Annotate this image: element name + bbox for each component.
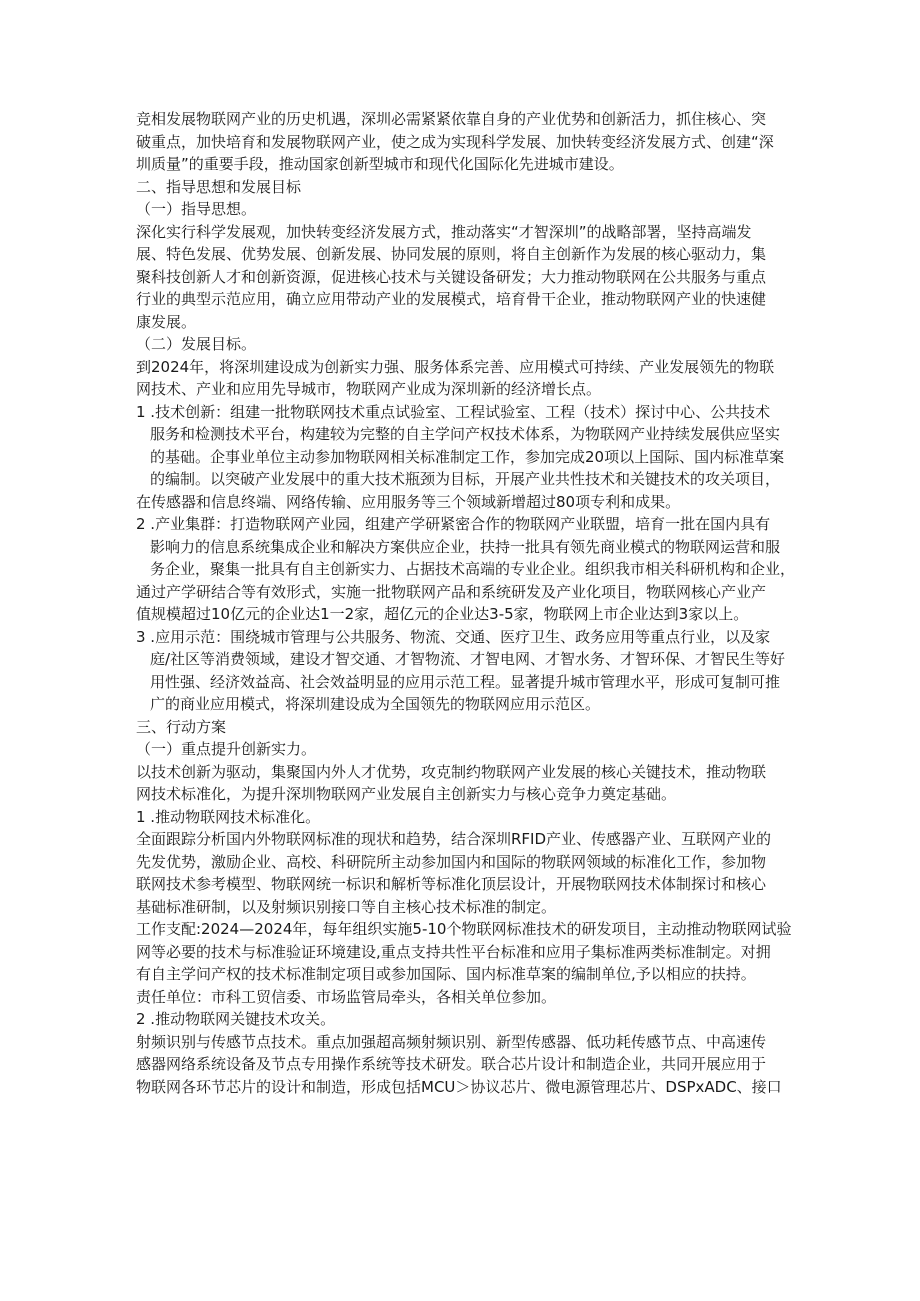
text-line: 物联网各环节芯片的设计和制造，形成包括MCU＞协议芯片、微电源管理芯片、DSPxADC、接口 xyxy=(136,1077,782,1096)
text-line: 以技术创新为驱动，集聚国内外人才优势，攻克制约物联网产业发展的核心关键技术，推动物联 xyxy=(136,762,767,781)
subsection-heading: （一）重点提升创新实力。 xyxy=(136,740,317,758)
text-line: 圳质量”的重要手段，推动国家创新型城市和现代化国际化先进城市建设。 xyxy=(136,155,624,173)
text-line: 展、特色发展、优势发展、创新发展、协同发展的原则，将自主创新作为发展的核心驱动力，集 xyxy=(136,245,767,263)
text-line: 网技术、产业和应用先导城市，物联网产业成为深圳新的经济增长点。 xyxy=(136,380,602,398)
item-heading: 1 .推动物联网技术标准化。 xyxy=(136,807,321,826)
text-line: 康发展。 xyxy=(136,312,197,331)
list-item-line: 的编制。以突破产业发展中的重大技术瓶颈为目标，开展产业共性技术和关键技术的攻关项目， xyxy=(150,470,781,488)
list-item-line: 在传感器和信息终端、网络传输、应用服务等三个领域新增超过80项专利和成果。 xyxy=(136,492,681,511)
text-line: 感器网络系统设备及节点专用操作系统等技术研发。联合芯片设计和制造企业，共同开展应用于 xyxy=(136,1055,767,1073)
list-item-line: 2 .产业集群：打造物联网产业园，组建产学研紧密合作的物联网产业联盟，培育一批在国内具有 xyxy=(136,515,771,533)
list-item-line: 庭/社区等消费领域，建设才智交通、才智物流、才智电网、才智水务、才智环保、才智民生等好 xyxy=(150,650,786,668)
text-line: 工作支配:2024—2024年，每年组织实施5-10个物联网标准技术的研发项目，主动推动物联网试验 xyxy=(136,920,792,938)
text-line: 聚科技创新人才和创新资源，促进核心技术与关键设备研发；大力推动物联网在公共服务与重点 xyxy=(136,267,767,286)
text-line: 行业的典型示范应用，确立应用带动产业的发展模式，培育骨干企业，推动物联网产业的快速健 xyxy=(136,290,767,308)
list-item-line: 务企业，聚集一批具有自主创新实力、占据技术高端的专业企业。组织我市相关科研机构和企业， xyxy=(150,560,796,578)
text-line: 全面跟踪分析国内外物联网标准的现状和趋势，结合深圳RFID产业、传感器产业、互联网产业的 xyxy=(136,830,772,848)
text-line: 射频识别与传感节点技术。重点加强超高频射频识别、新型传感器、低功耗传感节点、中高速传 xyxy=(136,1032,767,1051)
list-item-line: 服务和检测技术平台，构建较为完整的自主学问产权技术体系，为物联网产业持续发展供应坚实 xyxy=(150,425,781,443)
text-line: 竞相发展物联网产业的历史机遇，深圳必需紧紧依靠自身的产业优势和创新活力，抓住核心、突 xyxy=(136,110,767,128)
text-line: 到2024年，将深圳建设成为创新实力强、服务体系完善、应用模式可持续、产业发展领先的物联 xyxy=(136,357,775,376)
list-item-line: 用性强、经济效益高、社会效益明显的应用示范工程。显著提升城市管理水平，形成可复制可推 xyxy=(150,672,781,691)
text-line: 联网技术参考模型、物联网统一标识和解析等标准化顶层设计，开展物联网技术体制探讨和核心 xyxy=(136,875,767,893)
list-item-line: 1 .技术创新：组建一批物联网技术重点试验室、工程试验室、工程（技术）探讨中心、公共技术 xyxy=(136,402,771,421)
list-item-line: 值规模超过10亿元的企业达1一2家，超亿元的企业达3-5家，物联网上市企业达到3家以上。 xyxy=(136,605,749,623)
list-item-line: 影响力的信息系统集成企业和解决方案供应企业，扶持一批具有领先商业模式的物联网运营和服 xyxy=(150,537,781,556)
list-item-line: 广的商业应用模式，将深圳建设成为全国领先的物联网应用示范区。 xyxy=(150,695,601,713)
item-heading: 2 .推动物联网关键技术攻关。 xyxy=(136,1010,336,1028)
text-line: 责任单位：市科工贸信委、市场监管局牵头，各相关单位参加。 xyxy=(136,987,557,1006)
subsection-heading: （二）发展目标。 xyxy=(136,335,257,353)
text-line: 有自主学问产权的技术标准制定项目或参加国际、国内标准草案的编制单位,予以相应的扶持。 xyxy=(136,965,756,983)
list-item-line: 3 .应用示范：围绕城市管理与公共服务、物流、交通、医疗卫生、政务应用等重点行业，以及家 xyxy=(136,627,771,646)
text-line: 深化实行科学发展观，加快转变经济发展方式，推动落实“才智深圳”的战略部署，坚持高端发 xyxy=(136,222,752,241)
text-line: 网技术标准化，为提升深圳物联网产业发展自主创新实力与核心竞争力奠定基础。 xyxy=(136,785,677,803)
text-line: 基础标准研制，以及射频识别接口等自主核心技术标准的制定。 xyxy=(136,897,557,916)
text-line: 网等必要的技术与标准验证环境建设,重点支持共性平台标准和应用子集标准两类标准制定。对拥 xyxy=(136,942,771,961)
section-heading: 二、指导思想和发展目标 xyxy=(136,177,302,196)
text-line: 先发优势，激励企业、高校、科研院所主动参加国内和国际的物联网领域的标准化工作，参加物 xyxy=(136,852,767,871)
document-body xyxy=(136,108,796,1098)
subsection-heading: （一）指导思想。 xyxy=(136,200,257,218)
list-item-line: 通过产学研结合等有效形式，实施一批物联网产品和系统研发及产业化项目，物联网核心产业产 xyxy=(136,582,767,601)
list-item-line: 的基础。企事业单位主动参加物联网相关标准制定工作，参加完成20项以上国际、国内标准草案 xyxy=(150,447,785,466)
text-line: 破重点，加快培育和发展物联网产业，使之成为实现科学发展、加快转变经济发展方式、创建“深 xyxy=(136,132,774,151)
section-heading: 三、行动方案 xyxy=(136,717,227,736)
